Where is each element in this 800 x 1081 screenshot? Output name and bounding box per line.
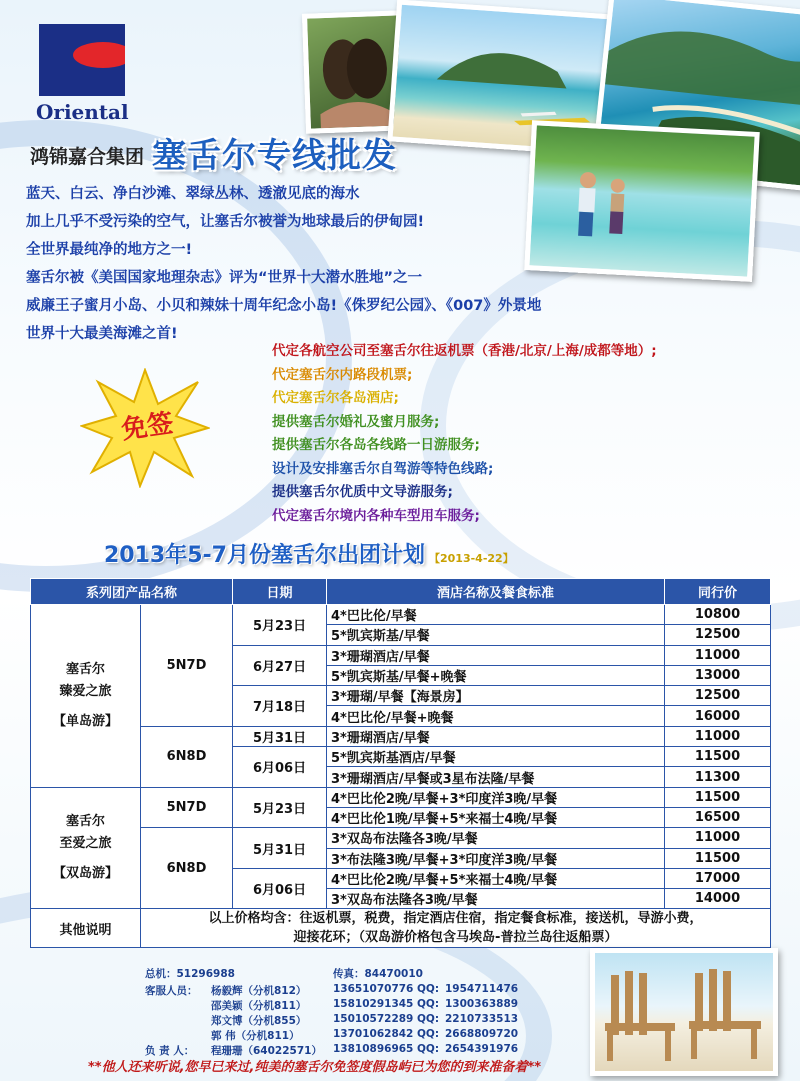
date-cell: 6月06日 (233, 868, 327, 909)
staff-name: 郑文博（分机855） (211, 1015, 307, 1027)
notes-line: 以上价格均含：往返机票，税费，指定酒店住宿，指定餐食标准，接送机，导游小费， (208, 911, 703, 927)
intro-line: 塞舌尔被《美国国家地理杂志》评为“世界十大潜水胜地”之一 (26, 270, 423, 286)
hotel-cell: 3*珊瑚酒店/早餐或3星布法隆/早餐 (327, 767, 665, 787)
header-product: 系列团产品名称 (31, 579, 233, 605)
table-header-row (31, 579, 771, 605)
duration-cell: 5N7D (141, 787, 233, 828)
price-cell: 11500 (665, 747, 771, 767)
hotel-cell: 5*凯宾斯基/早餐+晚餐 (327, 665, 665, 685)
staff-qq-label: QQ: (417, 1013, 440, 1025)
fax-number: 84470010 (364, 968, 423, 980)
couple-beach-photo (524, 120, 760, 282)
price-cell: 11500 (665, 787, 771, 807)
company-name: 鸿锦嘉合集团 (30, 146, 145, 168)
service-item: 代定各航空公司至塞舌尔往返机票（香港/北京/上海/成都等地）; (272, 343, 657, 359)
intro-line: 世界十大最美海滩之首! (26, 326, 178, 342)
intro-line: 加上几乎不受污染的空气，让塞舌尔被誉为地球最后的伊甸园! (26, 214, 425, 230)
hotel-cell: 3*珊瑚/早餐【海景房】 (327, 686, 665, 706)
intro-line: 全世界最纯净的地方之一! (26, 242, 193, 258)
staff-qq-label: QQ: (417, 1028, 440, 1040)
hotel-cell: 4*巴比伦2晚/早餐+3*印度洋3晚/早餐 (327, 787, 665, 807)
service-item: 代定塞舌尔各岛酒店; (272, 390, 399, 406)
header-date: 日期 (233, 579, 327, 605)
page-title: 塞舌尔专线批发 (152, 136, 397, 176)
price-cell: 13000 (665, 665, 771, 685)
service-item: 提供塞舌尔各岛各线路一日游服务; (272, 437, 480, 453)
price-cell: 12500 (665, 625, 771, 645)
product-name-line: 塞舌尔 (65, 661, 105, 677)
staff-qq: 2210733513 (445, 1013, 519, 1025)
duration-cell: 6N8D (141, 726, 233, 787)
product-type-label: 【双岛游】 (52, 866, 118, 882)
price-cell: 12500 (665, 686, 771, 706)
logo-mark (39, 24, 125, 96)
price-table (30, 578, 771, 948)
visa-free-label: 免签 (119, 408, 176, 446)
main-line (145, 966, 235, 981)
hotel-cell: 4*巴比伦/早餐+晚餐 (327, 706, 665, 726)
notes-label: 其他说明 (31, 909, 141, 948)
notes-text (141, 909, 771, 948)
table-row (31, 605, 771, 625)
staff-mobile: 15010572289 (333, 1013, 414, 1025)
hotel-cell: 3*布法隆3晚/早餐+3*印度洋3晚/早餐 (327, 848, 665, 868)
table-row (31, 787, 771, 807)
notes-row (31, 909, 771, 948)
price-cell: 16500 (665, 807, 771, 827)
hotel-cell: 5*凯宾斯基酒店/早餐 (327, 747, 665, 767)
price-cell: 17000 (665, 868, 771, 888)
manager-name: 程珊珊（64022571） (211, 1045, 322, 1057)
price-cell: 11000 (665, 645, 771, 665)
fax-label: 传真： (333, 968, 365, 980)
price-cell: 16000 (665, 706, 771, 726)
beach-chairs-illustration (595, 953, 773, 1071)
hotel-cell: 5*凯宾斯基/早餐 (327, 625, 665, 645)
staff-qq-label: QQ: (417, 983, 440, 995)
duration-cell: 5N7D (141, 605, 233, 727)
manager-mobile: 13810896965 (333, 1043, 414, 1055)
header-hotel: 酒店名称及餐食标准 (327, 579, 665, 605)
product-name-line: 臻爱之旅 (59, 683, 112, 699)
company-logo (36, 24, 128, 134)
intro-line: 威廉王子蜜月小岛、小贝和辣妹十周年纪念小岛!《侏罗纪公园》、《007》外景地 (26, 298, 542, 314)
service-item: 提供塞舌尔婚礼及蜜月服务; (272, 413, 440, 430)
hotel-cell: 3*双岛布法隆各3晚/早餐 (327, 828, 665, 848)
logo-word: Oriental (36, 100, 129, 124)
product-type-label: 【单岛游】 (52, 713, 118, 729)
staff-qq-label: QQ: (417, 998, 440, 1010)
staff-name: 邵美颖（分机811） (211, 1000, 307, 1012)
price-cell: 11000 (665, 828, 771, 848)
hotel-cell: 3*珊瑚酒店/早餐 (327, 645, 665, 665)
table-row (31, 726, 771, 746)
hotel-cell: 4*巴比伦2晚/早餐+5*来福士4晚/早餐 (327, 868, 665, 888)
table-row (31, 828, 771, 848)
date-cell: 5月31日 (233, 726, 327, 746)
price-cell: 11500 (665, 848, 771, 868)
price-cell: 11000 (665, 726, 771, 746)
service-item: 提供塞舌尔优质中文导游服务; (272, 484, 453, 500)
manager-qq-label: QQ: (417, 1043, 440, 1055)
plan-heading (104, 538, 514, 569)
staff-name: 杨毅辉（分机812） (211, 985, 307, 997)
footer-slogan: **他人还来听说,您早已来过,纯美的塞舌尔免签度假岛屿已为您的到来准备着** (88, 1060, 542, 1075)
staff-qq: 2668809720 (445, 1028, 519, 1040)
staff-name: 郭 伟（分机811） (211, 1030, 300, 1042)
date-cell: 5月23日 (233, 787, 327, 828)
header-price: 同行价 (665, 579, 771, 605)
date-cell: 5月31日 (233, 828, 327, 869)
service-item: 代定塞舌尔内路段机票; (272, 366, 413, 383)
staff-qq: 1954711476 (445, 983, 519, 995)
date-cell: 6月06日 (233, 747, 327, 788)
staff-mobile: 15810291345 (333, 998, 414, 1010)
date-cell: 6月27日 (233, 645, 327, 686)
service-item: 代定塞舌尔境内各种车型用车服务; (272, 507, 480, 524)
duration-cell: 6N8D (141, 828, 233, 909)
hotel-cell: 3*双岛布法隆各3晚/早餐 (327, 889, 665, 909)
plan-date: 【2013-4-22】 (428, 552, 514, 565)
hotel-cell: 4*巴比伦1晚/早餐+5*来福士4晚/早餐 (327, 807, 665, 827)
visa-free-badge (80, 368, 210, 488)
fax-line (333, 966, 423, 981)
price-cell: 14000 (665, 889, 771, 909)
main-phone-label: 总机： (145, 968, 177, 980)
service-item: 设计及安排塞舌尔自驾游等特色线路; (272, 460, 494, 477)
staff-qq: 1300363889 (445, 998, 519, 1010)
services-list (272, 340, 657, 528)
hotel-cell: 3*珊瑚酒店/早餐 (327, 726, 665, 746)
price-cell: 10800 (665, 605, 771, 625)
intro-text (26, 180, 541, 348)
date-cell: 7月18日 (233, 686, 327, 727)
plan-title: 2013年5-7月份塞舌尔出团计划 (104, 543, 425, 568)
product-name-line: 至爱之旅 (59, 836, 112, 852)
price-cell: 11300 (665, 767, 771, 787)
product-name-single-island (31, 605, 141, 788)
main-phone: 51296988 (176, 968, 235, 980)
manager-qq: 2654391976 (445, 1043, 519, 1055)
beach-chairs-photo (590, 948, 778, 1076)
manager-label: 负 责 人： (145, 1045, 195, 1057)
date-cell: 5月23日 (233, 605, 327, 646)
staff-mobile: 13701062842 (333, 1028, 414, 1040)
product-name-line: 塞舌尔 (65, 814, 105, 830)
hotel-cell: 4*巴比伦/早餐 (327, 605, 665, 625)
staff-mobile: 13651070776 (333, 983, 414, 995)
price-table-wrap (30, 578, 770, 948)
notes-line: 迎接花环；（双岛游价格包含马埃岛-普拉兰岛往返船票） (293, 930, 618, 946)
staff-label: 客服人员： (145, 985, 198, 997)
couple-illustration (529, 125, 754, 276)
intro-line: 蓝天、白云、净白沙滩、翠绿丛林、透澈见底的海水 (26, 186, 360, 202)
product-name-double-island (31, 787, 141, 909)
